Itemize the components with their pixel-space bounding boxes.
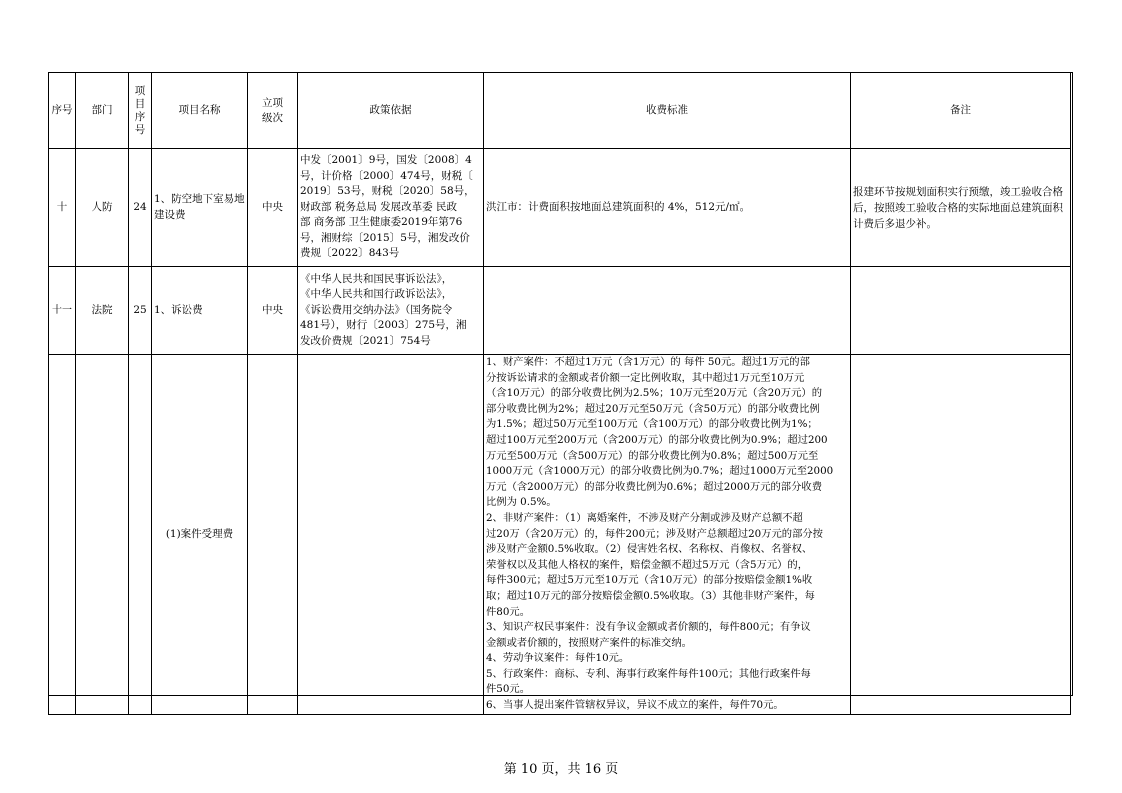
row-remark: [851, 355, 1071, 715]
row-level: [248, 355, 298, 715]
row-standard: 洪江市：计费面积按地面总建筑面积的 4%，512元/㎡。: [484, 149, 851, 267]
header-basis: 政策依据: [298, 73, 484, 149]
row-standard: 1、财产案件：不超过1万元（含1万元）的 每件 50元。超过1万元的部 分按诉讼请求的金额或者价额一定比例收取，其中超过1万元至10万元 （含10万元）的部分收费比例为2.5%；10万元至20万元（含20万元）的 部分收费比例为2%；超过20万元至50万元（含50万元）的部分收费比例 为1.5%；超过50万元至100万元（含100万元）的部分收费比例为1%； 超过100万元至200万元（含200万元）的部分收费比例为0.9%；超过200 万元至500万元（含500万元）的部分收费比例为0.8%；超过500万元至 1000万元（含1000万元）的部分收费比例为0.7%；超过1000万元至2000 万元（含2000万元）的部分收费比例为0.6%；超过2000万元的部分收费 比例为 0.5%。 2、非财产案件：（1）离婚案件，不涉及财产分割或涉及财产总额不超 过20万（含20万元）的，每件200元；涉及财产总额超过20万元的部分按 涉及财产金额0.5%收取。（2）侵害姓名权、名称权、肖像权、名誉权、 荣誉权以及其他人格权的案件，赔偿金额不超过5万元（含5万元）的， 每件300元；超过5万元至10万元（含10万元）的部分按赔偿金额1%收 取；超过10万元的部分按赔偿金额0.5%收取。（3）其他非财产案件，每 件80元。 3、知识产权民事案件：没有争议金额或者价额的，每件800元；有争议 金额或者价额的，按照财产案件的标准交纳。 4、劳动争议案件：每件10元。 5、行政案件：商标、专利、海事行政案件每件100元；其他行政案件每 件50元。 6、当事人提出案件管辖权异议，异议不成立的案件，每件70元。: [484, 355, 851, 715]
fee-table: [48, 72, 1071, 715]
header-level: 立项级次: [248, 73, 298, 149]
header-dept: 部门: [76, 73, 129, 149]
row-level: 中央: [248, 149, 298, 267]
header-remark: 备注: [851, 73, 1071, 149]
row-dept: 法院: [76, 267, 129, 355]
row-item-name: 1、防空地下室易地建设费: [152, 149, 248, 267]
table-row: [49, 267, 1071, 355]
row-item-name: (1)案件受理费: [152, 355, 248, 715]
table-row: [49, 355, 1071, 715]
table-row: [49, 149, 1071, 267]
row-remark: 报建环节按规划面积实行预缴，竣工验收合格后，按照竣工验收合格的实际地面总建筑面积计费后多退少补。: [851, 149, 1071, 267]
row-dept: 人防: [76, 149, 129, 267]
row-seq: 十: [49, 149, 76, 267]
row-seq: 十一: [49, 267, 76, 355]
header-row: [49, 73, 1071, 149]
row-basis: [298, 355, 484, 715]
row-level: 中央: [248, 267, 298, 355]
header-item-seq: 项目序号: [129, 73, 152, 149]
row-remark: [851, 267, 1071, 355]
row-standard: [484, 267, 851, 355]
row-item-seq: [129, 355, 152, 715]
page-number: 第 10 页，共 16 页: [503, 762, 619, 777]
row-basis: 中发〔2001〕9号，国发〔2008〕4 号，计价格〔2000〕474号，财税〔 2019〕53号，财税〔2020〕58号， 财政部 税务总局 发展改革委 民政 部 商务部 卫生健康委2019年第76 号，湘财综〔2015〕5号，湘发改价 费规〔2022〕843号: [298, 149, 484, 267]
row-dept: [76, 355, 129, 715]
row-item-seq: 25: [129, 267, 152, 355]
header-standard: 收费标准: [484, 73, 851, 149]
header-seq: 序号: [49, 73, 76, 149]
row-basis: 《中华人民共和国民事诉讼法》， 《中华人民共和国行政诉讼法》， 《诉讼费用交纳办法》（国务院令 481号），财行〔2003〕275号，湘 发改价费规〔2021〕754号: [298, 267, 484, 355]
header-item-name: 项目名称: [152, 73, 248, 149]
row-item-seq: 24: [129, 149, 152, 267]
row-item-name: 1、诉讼费: [152, 267, 248, 355]
row-seq: [49, 355, 76, 715]
